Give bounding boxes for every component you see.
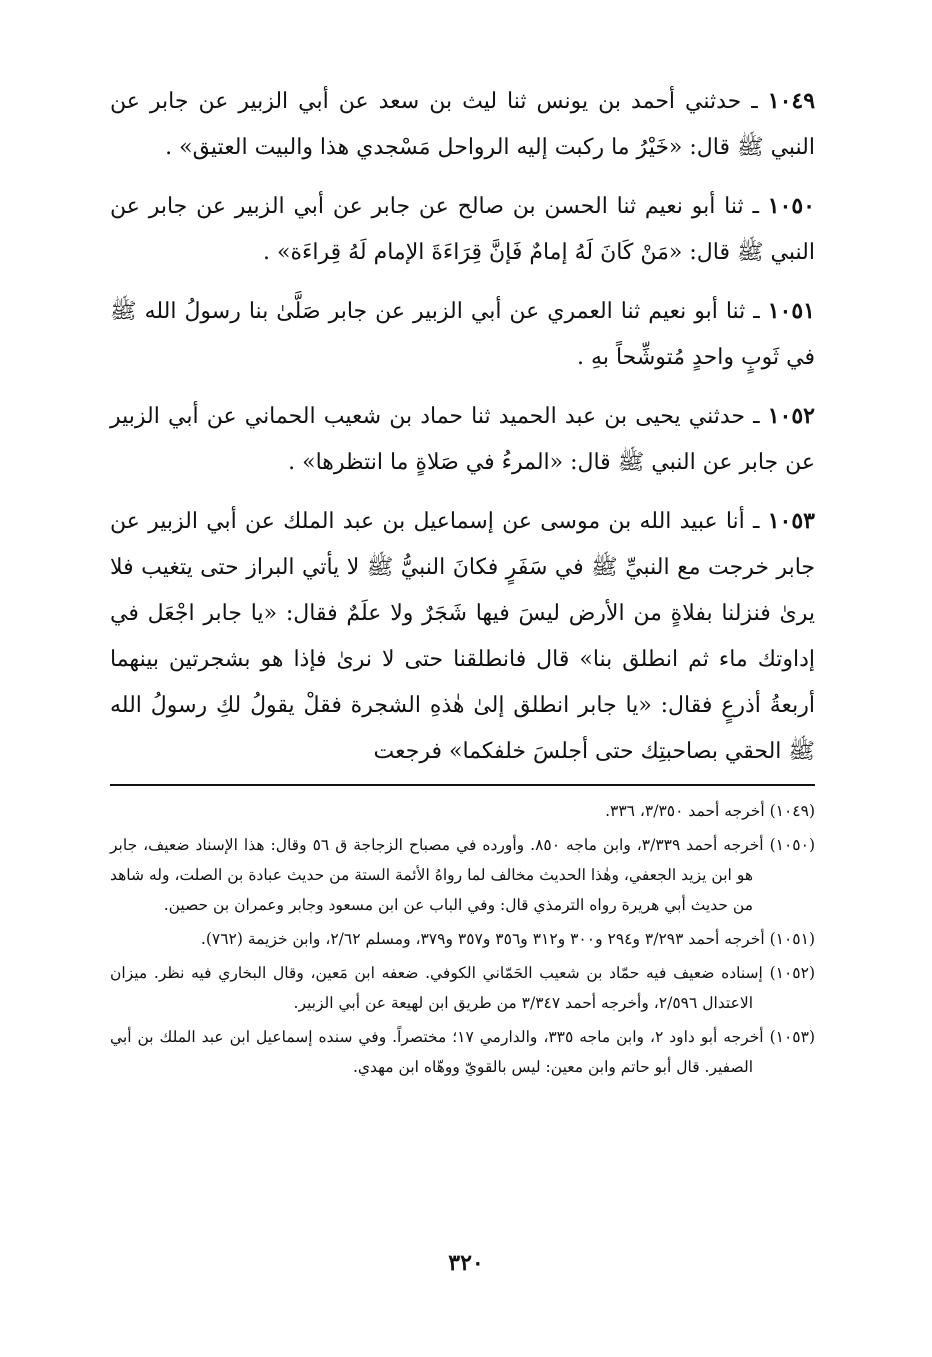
footnotes — [110, 796, 815, 1086]
footnote-1052 — [110, 958, 815, 1018]
hadith-number: ١٠٥٠ — [767, 193, 815, 219]
footnote-divider — [110, 784, 815, 786]
hadith-1053 — [110, 498, 815, 775]
hadith-number: ١٠٥١ — [767, 298, 815, 324]
hadith-1051 — [110, 288, 815, 381]
footnote-1049 — [110, 796, 815, 826]
hadith-number: ١٠٥٢ — [767, 403, 815, 429]
main-text — [110, 78, 815, 787]
hadith-text: ـ حدثني أحمد بن يونس ثنا ليث بن سعد عن أبي الزبير عن جابر عن النبي ﷺ قال: «خَيْرُ ما ركبت إليه الرواحل مَسْجدي هذا والبيت العتيق» . — [110, 89, 815, 160]
footnote-1050 — [110, 830, 815, 920]
hadith-text: ـ أنا عبيد الله بن موسى عن إسماعيل بن عبد الملك عن أبي الزبير عن جابر خرجت مع النبيِّ ﷺ في سَفَرٍ فكانَ النبيُّ ﷺ لا يأتي البراز حتى يتغيب فلا يرىٰ فنزلنا بفلاةٍ من الأرض ليسَ فيها شَجَرٌ ولا علَمٌ فقال: «يا جابر اجْعَل في إداوتك ماء ثم انطلق بنا» قال فانطلقنا حتى لا نرىٰ فإذا هو بشجرتين بينهما أربعةُ أذرعٍ فقال: «يا جابر انطلق إلىٰ هٰذهِ الشجرة فقلْ يقولُ لكِ رسولُ الله ﷺ الحقي بصاحبتِك حتى أجلسَ خلفكما» فرجعت — [110, 509, 816, 764]
footnote-ref: (١٠٥٢) — [769, 964, 815, 982]
footnote-text: أخرجه أبو داود ٢، وابن ماجه ٣٣٥، والدارمي ١٧؛ مختصراً. وفي سنده إسماعيل ابن عبد الملك بن أبي الصفير. قال أبو حاتم وابن معين: ليس بالقويّ ووهّاه ابن مهدي. — [110, 1028, 764, 1076]
page-number: ٣٢٠ — [448, 1250, 484, 1276]
hadith-number: ١٠٤٩ — [767, 88, 816, 114]
footnote-1053 — [110, 1022, 815, 1082]
hadith-1052 — [110, 393, 815, 486]
footnote-1051 — [110, 924, 815, 954]
footnote-ref: (١٠٤٩) — [769, 802, 815, 820]
hadith-text: ـ ثنا أبو نعيم ثنا العمري عن أبي الزبير عن جابر صَلَّىٰ بنا رسولُ الله ﷺ في ثَوبٍ واحدٍ مُتوشِّحاً بهِ . — [110, 299, 815, 370]
footnote-text: أخرجه أحمد ٣/٣٣٩، وابن ماجه ٨٥٠. وأورده في مصباح الزجاجة ق ٥٦ وقال: هذا الإسناد ضعيف، جابر هو ابن يزيد الجعفي، وهٰذا الحديث مخالف لما رواهُ الأئمة الستة من حديث عبادة بن الصلت، وله شاهد من حديث أبي هريرة رواه الترمذي قال: وفي الباب عن ابن مسعود وجابر وعمران بن حصين. — [110, 836, 764, 914]
hadith-text: ـ حدثني يحيى بن عبد الحميد ثنا حماد بن شعيب الحماني عن أبي الزبير عن جابر عن النبي ﷺ قال: «المرءُ في صَلاةٍ ما انتظرها» . — [110, 404, 815, 475]
footnote-text: أخرجه أحمد ٣/٢٩٣ و٢٩٤ و٣٠٠ و٣١٢ و٣٥٦ و٣٥٧ و٣٧٩، ومسلم ٢/٦٢، وابن خزيمة (٧٦٢). — [200, 930, 765, 948]
footnote-ref: (١٠٥٣) — [769, 1028, 815, 1046]
hadith-1050 — [110, 183, 815, 276]
footnote-ref: (١٠٥٠) — [769, 836, 816, 854]
hadith-1049 — [110, 78, 815, 171]
footnote-text: أخرجه أحمد ٣/٣٥٠، ٣٣٦. — [605, 802, 765, 820]
footnote-ref: (١٠٥١) — [769, 930, 815, 948]
hadith-text: ـ ثنا أبو نعيم ثنا الحسن بن صالح عن جابر عن أبي الزبير عن جابر عن النبي ﷺ قال: «مَنْ كَانَ لَهُ إمامٌ فَإنَّ قِرَاءَةَ الإمام لَهُ قِراءَة» . — [110, 194, 815, 265]
hadith-number: ١٠٥٣ — [767, 508, 815, 534]
footnote-text: إسناده ضعيف فيه حمّاد بن شعيب الحَمّاني الكوفي. ضعفه ابن مَعين، وقال البخاري فيه نظر. ميزان الاعتدال ٢/٥٩٦، وأخرجه أحمد ٣/٣٤٧ من طريق ابن لهيعة عن أبي الزبير. — [110, 964, 763, 1012]
